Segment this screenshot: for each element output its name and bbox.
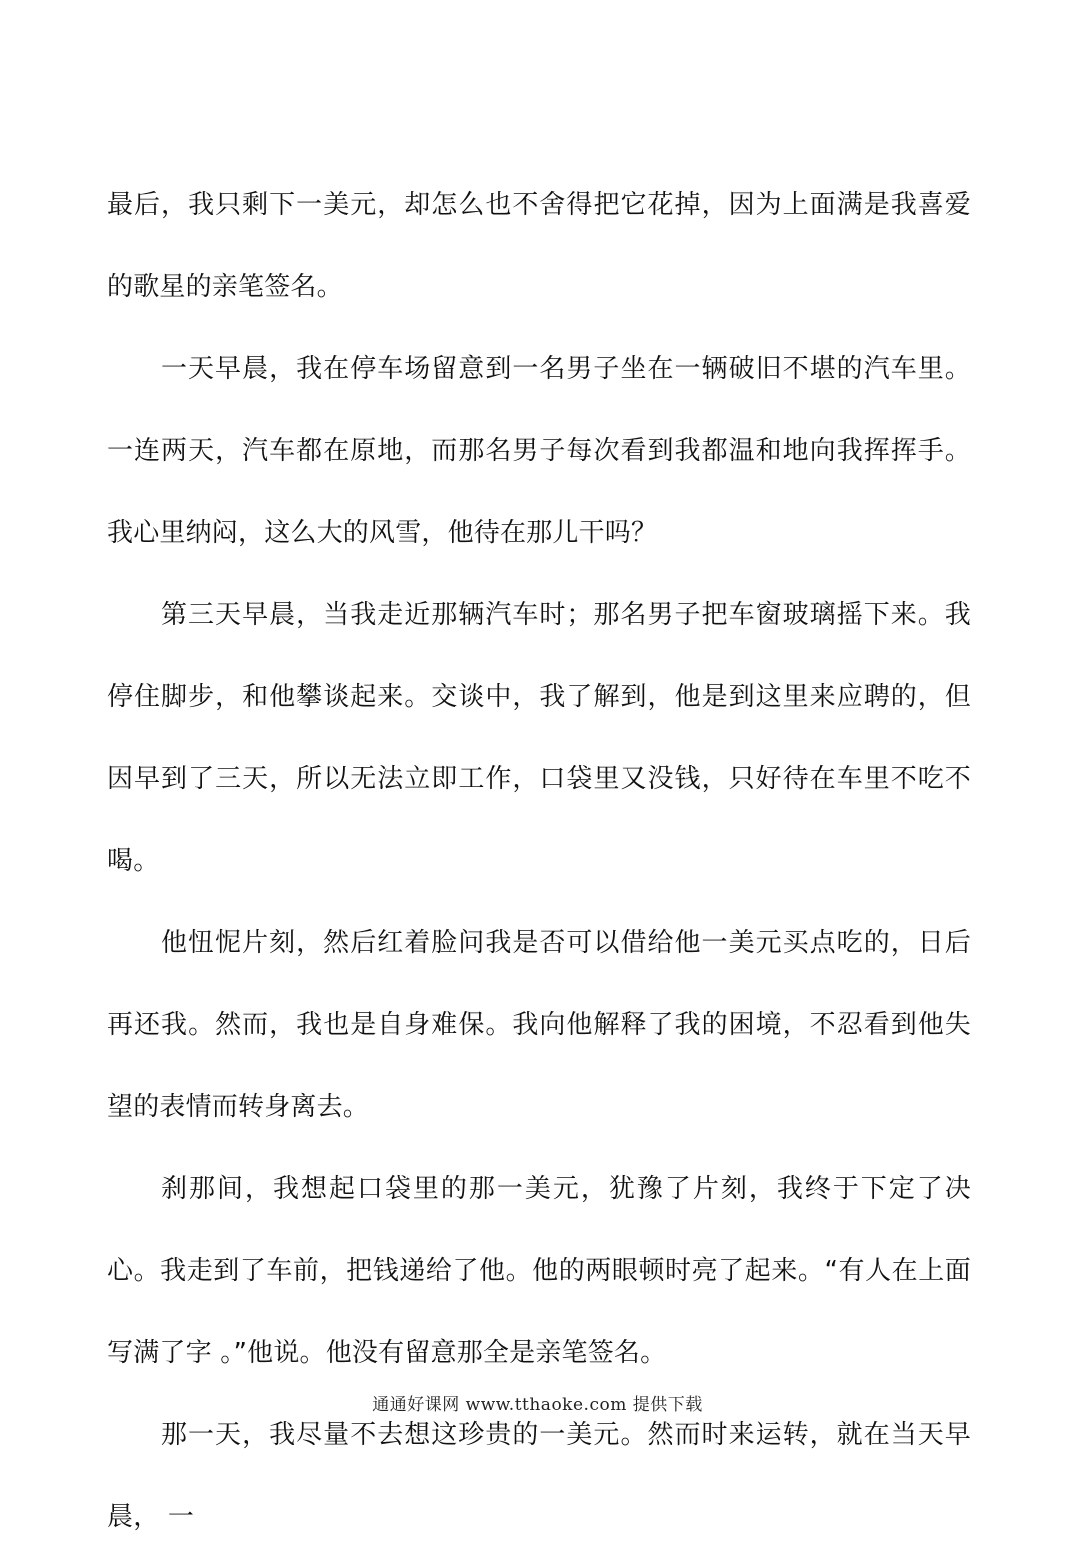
paragraph-2: 一天早晨，我在停车场留意到一名男子坐在一辆破旧不堪的汽车里。一连两天，汽车都在原地，而那名男子每次看到我都温和地向我挥挥手。我心里纳闷，这么大的风雪，他待在那儿干吗？: [107, 354, 971, 548]
paragraph-6: 那一天，我尽量不去想这珍贵的一美元。然而时来运转，就在当天早晨， 一: [107, 1420, 971, 1532]
body-text: [107, 164, 971, 1558]
paragraph-4: 他忸怩片刻，然后红着脸问我是否可以借给他一美元买点吃的，日后再还我。然而，我也是自身难保。我向他解释了我的困境，不忍看到他失望的表情而转身离去。: [107, 928, 971, 1122]
paragraph-1: 最后，我只剩下一美元，却怎么也不舍得把它花掉，因为上面满是我喜爱的歌星的亲笔签名。: [107, 190, 971, 302]
paragraph-5: 刹那间，我想起口袋里的那一美元，犹豫了片刻，我终于下定了决心。我走到了车前，把钱递给了他。他的两眼顿时亮了起来。“有人在上面写满了字 。”他说。他没有留意那全是亲笔签名。: [107, 1174, 971, 1368]
paragraph-3: 第三天早晨，当我走近那辆汽车时；那名男子把车窗玻璃摇下来。我停住脚步，和他攀谈起来。交谈中，我了解到，他是到这里来应聘的，但因早到了三天，所以无法立即工作，口袋里又没钱，只好待在车里不吃不喝。: [107, 600, 971, 876]
page-footer: 通通好课网 www.tthaoke.com 提供下载: [372, 1395, 703, 1415]
